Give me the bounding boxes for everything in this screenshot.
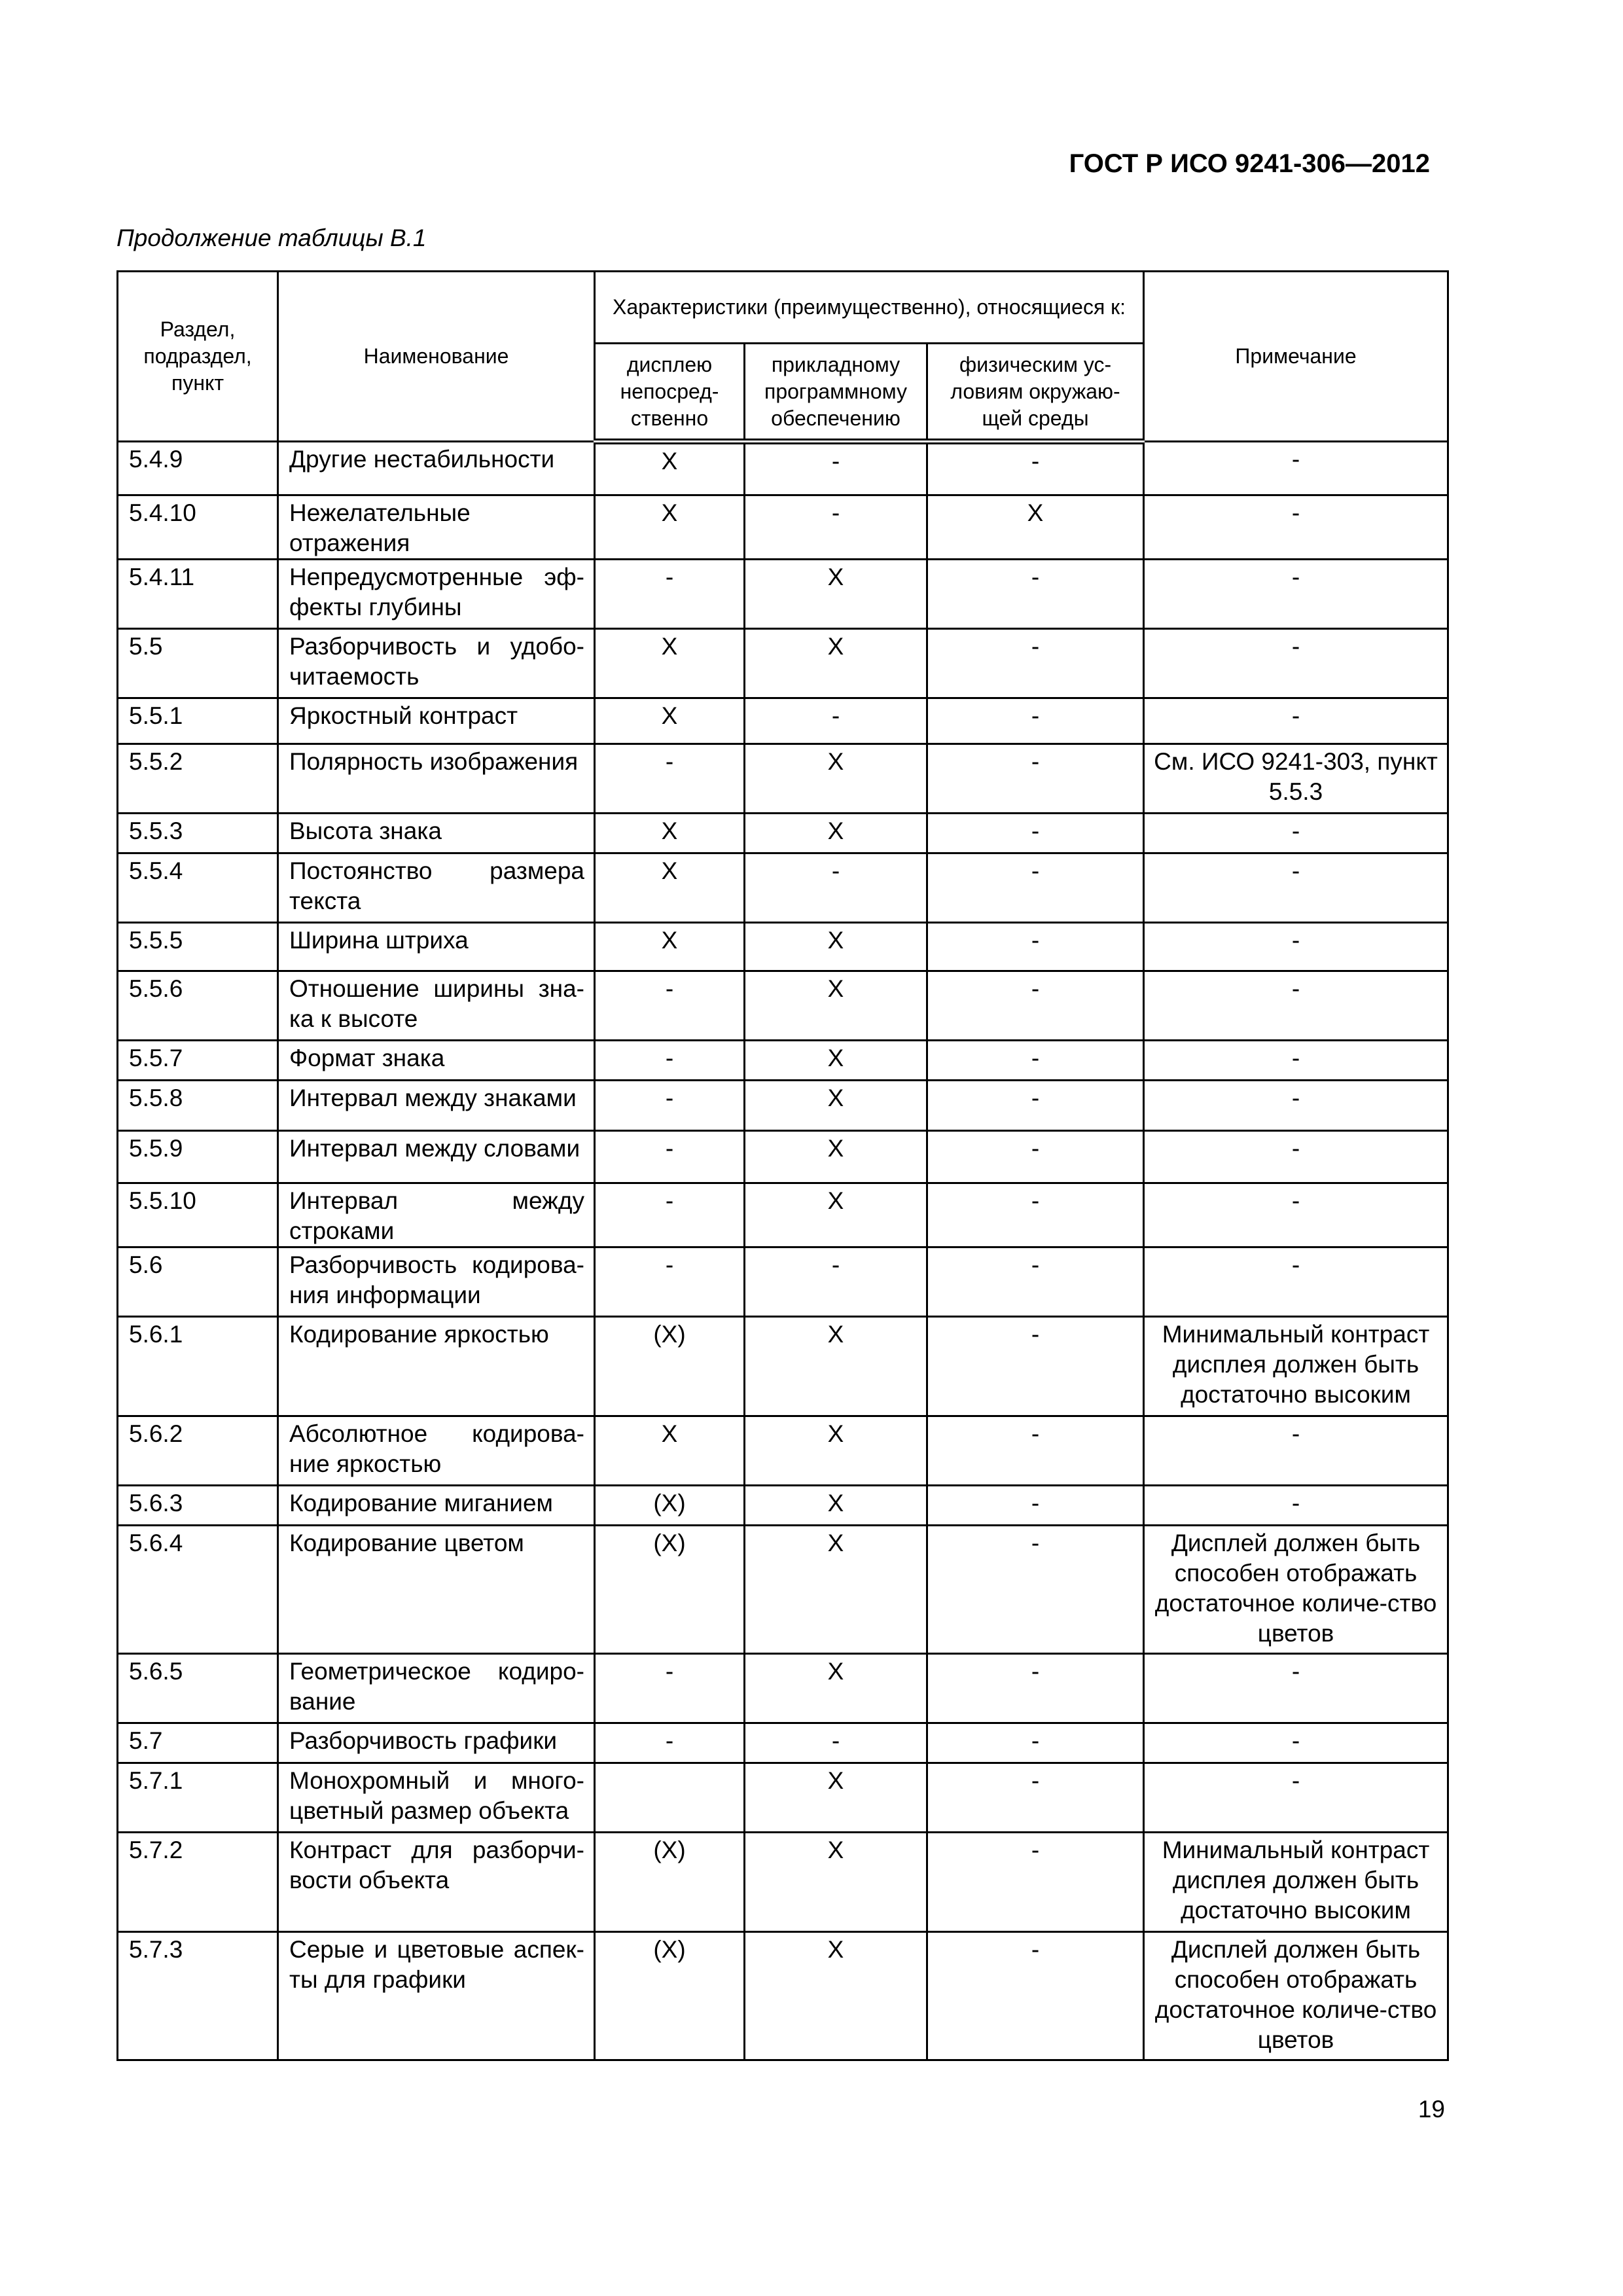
row-name: Разборчивость и удобо-читаемость [278,629,595,698]
table-row [118,1763,1448,1833]
row-number: 5.6 [118,1247,278,1317]
row-number: 5.5.2 [118,744,278,814]
row-display-mark: X [595,853,745,923]
row-environment-mark: - [927,744,1144,814]
row-display-mark: - [595,744,745,814]
row-display-mark: X [595,923,745,971]
row-note: - [1144,814,1448,853]
table-row [118,744,1448,814]
row-note: Минимальный контраст дисплея должен быть достаточно высоким [1144,1833,1448,1932]
table-row [118,1833,1448,1932]
page-number: 19 [1418,2096,1445,2123]
table-row [118,1526,1448,1654]
row-note: Дисплей должен быть способен отображать достаточное количе-ство цветов [1144,1932,1448,2060]
row-software-mark: X [745,1183,927,1247]
table-row [118,698,1448,744]
row-software-mark: X [745,1833,927,1932]
header-software: прикладному программному обеспечению [745,344,927,442]
row-number: 5.5 [118,629,278,698]
row-note: - [1144,1763,1448,1833]
row-environment-mark: - [927,1041,1144,1081]
row-name: Интервал между словами [278,1131,595,1183]
row-software-mark: X [745,814,927,853]
header-environment: физическим ус-ловиям окружаю-щей среды [927,344,1144,442]
row-software-mark: - [745,442,927,495]
row-note: См. ИСО 9241-303, пункт 5.5.3 [1144,744,1448,814]
header-name: Наименование [278,272,595,442]
row-environment-mark: - [927,1723,1144,1763]
row-environment-mark: - [927,442,1144,495]
row-environment-mark: - [927,1317,1144,1416]
row-environment-mark: - [927,629,1144,698]
row-note: - [1144,442,1448,495]
row-name: Отношение ширины зна-ка к высоте [278,971,595,1041]
row-number: 5.5.7 [118,1041,278,1081]
table-row [118,923,1448,971]
row-note: - [1144,853,1448,923]
row-display-mark: X [595,495,745,560]
row-note: - [1144,923,1448,971]
table-row [118,1183,1448,1247]
row-name: Другие нестабильности [278,442,595,495]
row-software-mark: - [745,698,927,744]
row-note: - [1144,1247,1448,1317]
table-row [118,1416,1448,1486]
table-row [118,1654,1448,1723]
row-software-mark: X [745,629,927,698]
row-environment-mark: - [927,923,1144,971]
row-name: Постоянство размера текста [278,853,595,923]
table-row [118,442,1448,495]
row-environment-mark: - [927,814,1144,853]
row-name: Кодирование цветом [278,1526,595,1654]
row-number: 5.5.9 [118,1131,278,1183]
row-display-mark: (X) [595,1486,745,1526]
row-software-mark: X [745,1486,927,1526]
row-software-mark: X [745,1041,927,1081]
row-note: - [1144,1183,1448,1247]
row-environment-mark: - [927,1081,1144,1131]
row-environment-mark: - [927,1416,1144,1486]
row-software-mark: - [745,1247,927,1317]
row-name: Разборчивость кодирова-ния информации [278,1247,595,1317]
row-number: 5.7.3 [118,1932,278,2060]
row-note: - [1144,971,1448,1041]
row-name: Геометрическое кодиро-вание [278,1654,595,1723]
row-display-mark: (X) [595,1317,745,1416]
row-display-mark: - [595,1131,745,1183]
row-environment-mark: - [927,1183,1144,1247]
row-note: - [1144,1723,1448,1763]
row-display-mark: X [595,442,745,495]
row-environment-mark: - [927,971,1144,1041]
row-display-mark: - [595,1183,745,1247]
row-software-mark: X [745,1416,927,1486]
row-software-mark: X [745,1131,927,1183]
row-environment-mark: - [927,1763,1144,1833]
row-name: Контраст для разборчи-вости объекта [278,1833,595,1932]
table-row [118,814,1448,853]
row-display-mark: X [595,698,745,744]
row-environment-mark: - [927,1654,1144,1723]
row-note: - [1144,1081,1448,1131]
row-number: 5.6.5 [118,1654,278,1723]
row-name: Полярность изображения [278,744,595,814]
row-display-mark: (X) [595,1526,745,1654]
header-note: Примечание [1144,272,1448,442]
table-row [118,853,1448,923]
row-note: - [1144,560,1448,629]
row-display-mark: - [595,1247,745,1317]
row-display-mark: - [595,1723,745,1763]
table-row [118,971,1448,1041]
row-environment-mark: - [927,1932,1144,2060]
row-note: - [1144,1654,1448,1723]
row-environment-mark: - [927,853,1144,923]
row-display-mark: X [595,1416,745,1486]
header-display: дисплею непосред-ственно [595,344,745,442]
row-software-mark: X [745,1081,927,1131]
table-row [118,629,1448,698]
row-number: 5.6.2 [118,1416,278,1486]
row-name: Яркостный контраст [278,698,595,744]
row-software-mark: - [745,1723,927,1763]
table-row [118,1131,1448,1183]
row-number: 5.5.4 [118,853,278,923]
row-software-mark: X [745,1317,927,1416]
row-number: 5.4.11 [118,560,278,629]
row-software-mark: X [745,560,927,629]
row-number: 5.6.1 [118,1317,278,1416]
row-display-mark: X [595,814,745,853]
table-row [118,1932,1448,2060]
row-environment-mark: - [927,698,1144,744]
row-display-mark: (X) [595,1932,745,2060]
row-display-mark: - [595,1654,745,1723]
row-software-mark: X [745,1654,927,1723]
table-caption: Продолжение таблицы В.1 [116,224,427,251]
row-name: Интервал между знаками [278,1081,595,1131]
row-note: - [1144,629,1448,698]
row-display-mark: - [595,1041,745,1081]
requirements-table [116,270,1449,2061]
table-body [118,442,1448,2060]
row-name: Интервал между строками [278,1183,595,1247]
row-note: - [1144,495,1448,560]
table-row [118,1317,1448,1416]
row-number: 5.6.4 [118,1526,278,1654]
row-number: 5.5.1 [118,698,278,744]
row-name: Разборчивость графики [278,1723,595,1763]
row-name: Высота знака [278,814,595,853]
row-number: 5.7 [118,1723,278,1763]
row-number: 5.5.5 [118,923,278,971]
table-row [118,495,1448,560]
row-environment-mark: - [927,1247,1144,1317]
row-environment-mark: - [927,1486,1144,1526]
row-software-mark: X [745,744,927,814]
row-environment-mark: - [927,1526,1144,1654]
row-note: - [1144,1416,1448,1486]
row-software-mark: X [745,1932,927,2060]
row-display-mark: - [595,971,745,1041]
row-number: 5.5.10 [118,1183,278,1247]
row-note: - [1144,1131,1448,1183]
row-note: Минимальный контраст дисплея должен быть достаточно высоким [1144,1317,1448,1416]
table-row [118,1247,1448,1317]
row-software-mark: X [745,923,927,971]
row-note: Дисплей должен быть способен отображать достаточное количе-ство цветов [1144,1526,1448,1654]
row-display-mark [595,1763,745,1833]
table-row [118,1486,1448,1526]
row-name: Серые и цветовые аспек-ты для графики [278,1932,595,2060]
table-row [118,1723,1448,1763]
row-name: Ширина штриха [278,923,595,971]
row-name: Кодирование миганием [278,1486,595,1526]
row-display-mark: X [595,629,745,698]
header-section: Раздел, подраздел, пункт [118,272,278,442]
row-software-mark: X [745,971,927,1041]
row-number: 5.7.1 [118,1763,278,1833]
row-name: Монохромный и много-цветный размер объекта [278,1763,595,1833]
row-name: Нежелательные отражения [278,495,595,560]
row-number: 5.5.6 [118,971,278,1041]
row-software-mark: - [745,853,927,923]
row-software-mark: - [745,495,927,560]
row-note: - [1144,1486,1448,1526]
row-environment-mark: X [927,495,1144,560]
row-environment-mark: - [927,1131,1144,1183]
row-name: Формат знака [278,1041,595,1081]
row-number: 5.5.3 [118,814,278,853]
row-name: Непредусмотренные эф-фекты глубины [278,560,595,629]
row-display-mark: - [595,560,745,629]
row-number: 5.4.9 [118,442,278,495]
row-number: 5.4.10 [118,495,278,560]
table-row [118,1081,1448,1131]
row-note: - [1144,1041,1448,1081]
row-software-mark: X [745,1526,927,1654]
row-number: 5.7.2 [118,1833,278,1932]
row-environment-mark: - [927,1833,1144,1932]
table-row [118,1041,1448,1081]
table-row [118,560,1448,629]
row-note: - [1144,698,1448,744]
row-name: Кодирование яркостью [278,1317,595,1416]
row-name: Абсолютное кодирова-ние яркостью [278,1416,595,1486]
row-software-mark: X [745,1763,927,1833]
document-header: ГОСТ Р ИСО 9241-306—2012 [1069,149,1430,178]
row-display-mark: (X) [595,1833,745,1932]
row-display-mark: - [595,1081,745,1131]
row-environment-mark: - [927,560,1144,629]
row-number: 5.6.3 [118,1486,278,1526]
row-number: 5.5.8 [118,1081,278,1131]
header-characteristics: Характеристики (преимущественно), относящиеся к: [595,272,1144,344]
